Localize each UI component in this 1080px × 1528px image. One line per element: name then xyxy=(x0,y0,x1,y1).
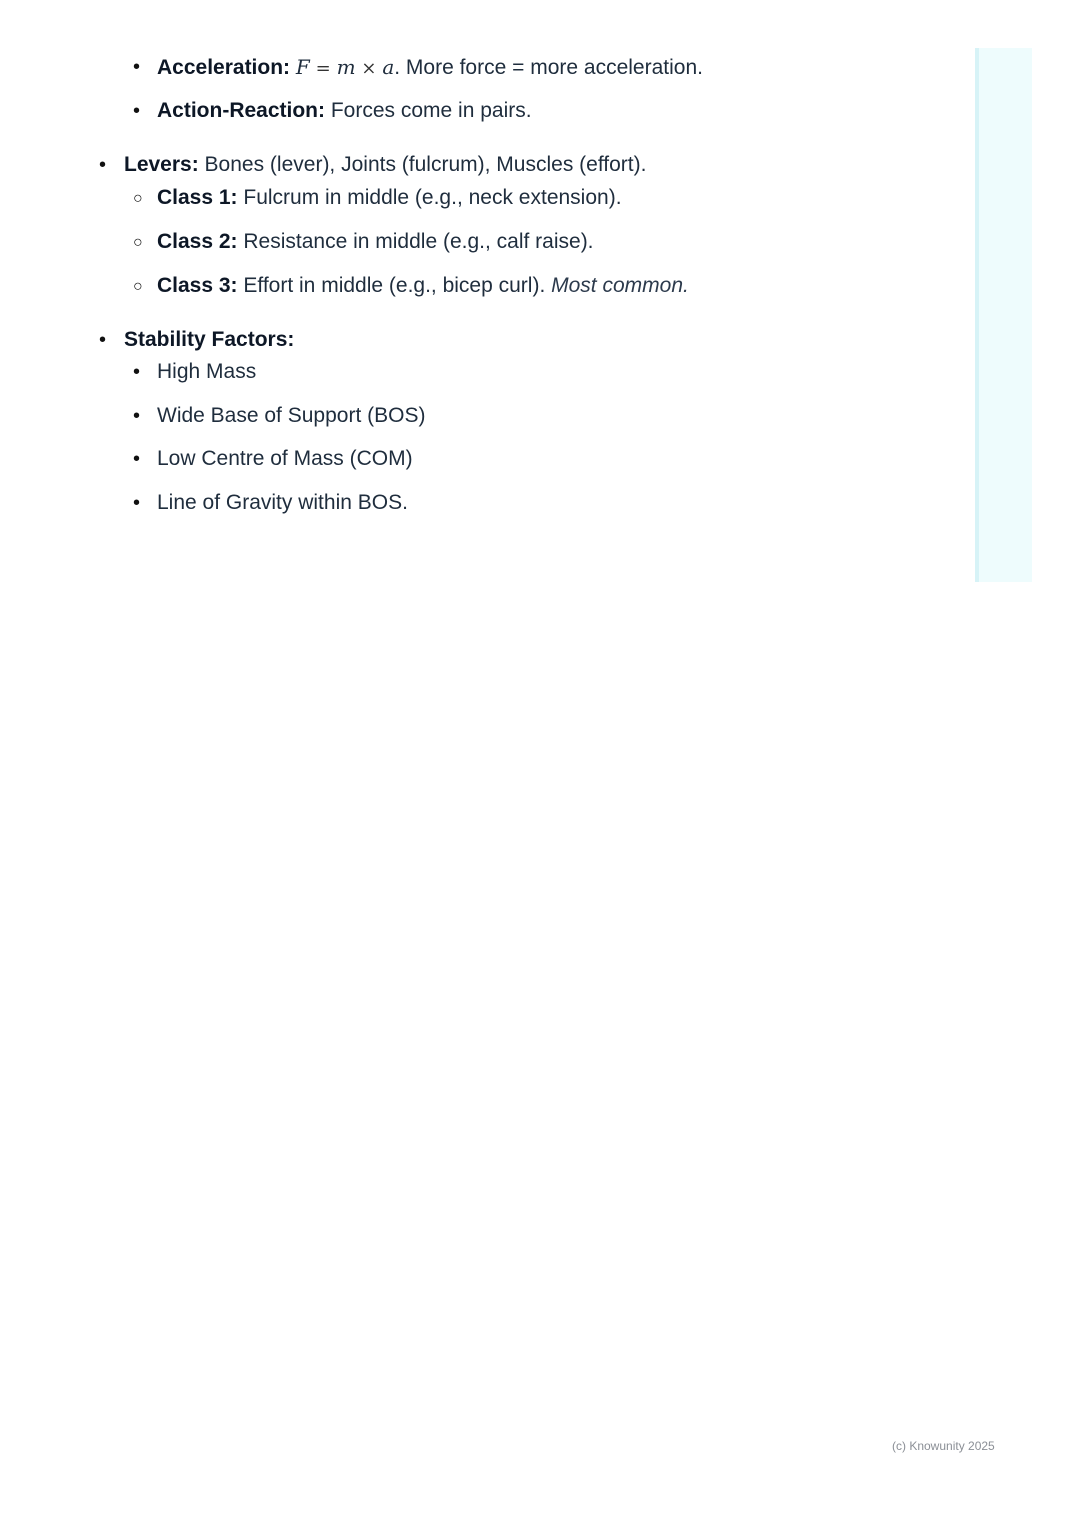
item-text: . More force = more acceleration. xyxy=(394,56,703,79)
bullet-icon: • xyxy=(133,100,141,122)
list-item-lever-class-2 xyxy=(133,228,594,256)
list-item-stability xyxy=(99,326,295,354)
bullet-icon: • xyxy=(99,329,107,351)
item-text: Low Centre of Mass (COM) xyxy=(157,447,413,470)
hollow-bullet-icon: ○ xyxy=(133,234,143,251)
list-item-stability-factor xyxy=(133,445,413,473)
bullet-icon: • xyxy=(99,154,107,176)
bullet-icon: • xyxy=(133,405,141,427)
item-label: Class 2: xyxy=(157,230,238,253)
item-text: Bones (lever), Joints (fulcrum), Muscles (effort). xyxy=(198,153,647,176)
item-text: Line of Gravity within BOS. xyxy=(157,491,408,514)
list-item-lever-class-3 xyxy=(133,272,689,300)
item-text: Effort in middle (e.g., bicep curl). xyxy=(237,274,546,297)
list-item-stability-factor xyxy=(133,402,426,430)
hollow-bullet-icon: ○ xyxy=(133,190,143,207)
bullet-icon: • xyxy=(133,448,141,470)
list-item-levers xyxy=(99,151,647,179)
list-item-lever-class-1 xyxy=(133,184,622,212)
list-item-action-reaction xyxy=(133,97,532,125)
item-label: Action-Reaction: xyxy=(157,99,325,122)
item-text: High Mass xyxy=(157,360,257,383)
item-label: Class 3: xyxy=(157,274,238,297)
bullet-icon: • xyxy=(133,361,141,383)
hollow-bullet-icon: ○ xyxy=(133,278,143,295)
formula-var-f: F xyxy=(295,55,310,79)
formula-times: × xyxy=(361,58,377,79)
bullet-icon: • xyxy=(133,56,141,78)
list-item-stability-factor xyxy=(133,489,408,517)
list-item-stability-factor xyxy=(133,358,257,386)
item-text: Resistance in middle (e.g., calf raise). xyxy=(237,230,594,253)
item-text: Wide Base of Support (BOS) xyxy=(157,404,426,427)
item-text: Fulcrum in middle (e.g., neck extension). xyxy=(237,186,622,209)
bullet-icon: • xyxy=(133,492,141,514)
formula-var-m: m xyxy=(336,55,356,79)
copyright-footer: (c) Knowunity 2025 xyxy=(892,1439,995,1453)
item-note: Most common. xyxy=(545,274,689,297)
item-label: Levers: xyxy=(124,153,199,176)
list-item-acceleration xyxy=(133,53,703,83)
side-panel xyxy=(975,48,1032,582)
item-label: Class 1: xyxy=(157,186,238,209)
formula-eq: = xyxy=(315,58,331,79)
item-label: Stability Factors: xyxy=(124,328,295,351)
item-text: Forces come in pairs. xyxy=(325,99,532,122)
formula-var-a: a xyxy=(382,55,395,79)
item-label: Acceleration: xyxy=(157,56,291,79)
